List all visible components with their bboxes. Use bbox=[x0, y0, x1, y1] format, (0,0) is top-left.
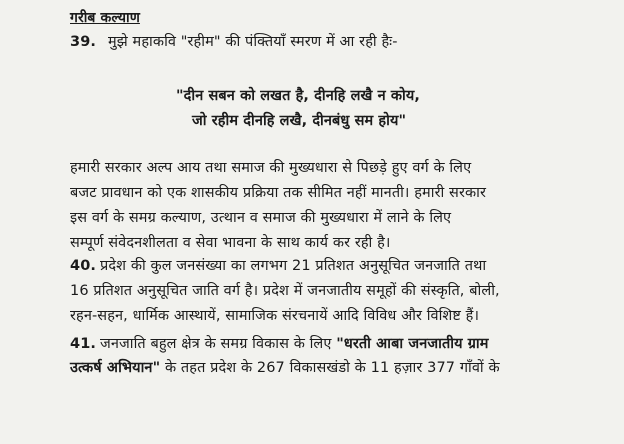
scheme-name-part-2: उत्कर्ष अभियान" bbox=[70, 360, 161, 376]
quote-line-1: "दीन सबन को लखत है, दीनहि लखै न कोय, bbox=[176, 88, 421, 104]
paragraph-39 bbox=[70, 32, 398, 52]
paragraph-number: 40. bbox=[70, 258, 96, 274]
paragraph-number: 41. bbox=[70, 336, 96, 352]
gov-line-2: बजट प्रावधान को एक शासकीय प्रक्रिया तक सीमित नहीं मानती। हमारी सरकार bbox=[70, 185, 487, 201]
gov-line-3: इस वर्ग के समग्र कल्याण, उत्थान व समाज की मुख्यधारा में लाने के लिए bbox=[70, 210, 452, 226]
paragraph-40-line-1 bbox=[70, 256, 486, 276]
paragraph-text: के तहत प्रदेश के 267 विकासखंडो के 11 हज़ार 377 गाँवों के bbox=[164, 360, 500, 376]
paragraph-41-line-1 bbox=[70, 334, 489, 354]
paragraph-40-line-3: रहन-सहन, धार्मिक आस्थायें, सामाजिक संरचनायें आदि विविध और विशिष्ट हैं। bbox=[70, 308, 480, 324]
paragraph-text: प्रदेश की कुल जनसंख्या का लगभग 21 प्रतिशत अनुसूचित जनजाति तथा bbox=[100, 258, 487, 274]
quote-line-2: जो रहीम दीनहि लखै, दीनबंधु सम होय" bbox=[192, 113, 407, 129]
paragraph-text: जनजाति बहुल क्षेत्र के समग्र विकास के लिए bbox=[100, 336, 332, 352]
section-heading: गरीब कल्याण bbox=[70, 10, 140, 26]
paragraph-40-line-2: 16 प्रतिशत अनुसूचित जाति वर्ग है। प्रदेश में जनजातीय समूहों की संस्कृति, बोली, bbox=[70, 283, 500, 299]
paragraph-text: मुझे महाकवि "रहीम" की पंक्तियाँ स्मरण में आ रही हैः- bbox=[108, 34, 398, 50]
gov-line-1: हमारी सरकार अल्प आय तथा समाज की मुख्यधारा से पिछड़े हुए वर्ग के लिए bbox=[70, 160, 472, 176]
scheme-name-part-1: "धरती आबा जनजातीय ग्राम bbox=[336, 336, 489, 352]
gov-line-4: सम्पूर्ण संवेदनशीलता व सेवा भावना के साथ कार्य कर रही है। bbox=[70, 235, 391, 251]
paragraph-number: 39. bbox=[70, 34, 96, 50]
paragraph-41-line-2 bbox=[70, 358, 500, 378]
